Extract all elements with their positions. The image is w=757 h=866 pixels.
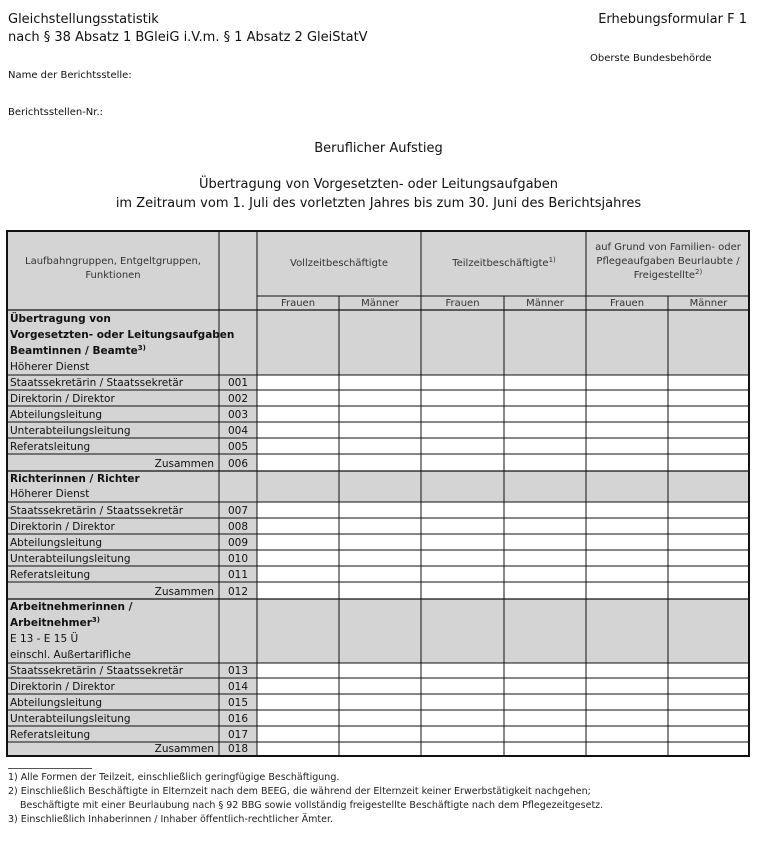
header-women: Frauen	[445, 298, 480, 309]
total-label: Zusammen	[154, 743, 214, 755]
survey-table	[6, 230, 750, 757]
header-men: Männer	[361, 298, 399, 309]
subtitle-line-1: Übertragung von Vorgesetzten- oder Leitungsaufgaben	[198, 177, 559, 192]
subtitle-line-2: im Zeitraum vom 1. Juli des vorletzten Jahres bis zum 30. Juni des Berichtsjahres	[115, 196, 642, 211]
row-code: 001	[227, 377, 249, 389]
row-code: 011	[227, 569, 249, 581]
row-code: 003	[227, 409, 249, 421]
row-code: 008	[227, 521, 249, 533]
group-subheading: Höherer Dienst	[10, 361, 90, 373]
row-code: 010	[227, 553, 249, 565]
group-heading-employees: Arbeitnehmerinnen /	[10, 601, 133, 613]
row-code: 018	[227, 743, 249, 755]
footnote-divider	[8, 768, 92, 769]
row-code: 007	[227, 505, 249, 517]
header-fulltime: Vollzeitbeschäftigte	[290, 258, 388, 269]
shaded-block-1	[7, 310, 749, 375]
group-heading-judges: Richterinnen / Richter	[10, 473, 140, 485]
form-title: Gleichstellungsstatistik	[8, 12, 159, 27]
function-label: Direktorin / Direktor	[10, 521, 115, 533]
row-code: 009	[227, 537, 249, 549]
group-heading-civil-servants: Übertragung von	[10, 313, 111, 325]
function-label: Staatssekretärin / Staatssekretär	[10, 505, 184, 517]
row-code: 004	[227, 425, 249, 437]
footnote-1: 1) Alle Formen der Teilzeit, einschließlich geringfügige Beschäftigung.	[8, 772, 340, 783]
header-men: Männer	[526, 298, 564, 309]
total-label: Zusammen	[154, 458, 214, 470]
header-women: Frauen	[280, 298, 316, 309]
group-heading-employees: Arbeitnehmer$^{3)}$	[10, 616, 100, 629]
reporting-office-name-label: Name der Berichtsstelle:	[8, 70, 132, 81]
footnote-2: 2) Einschließlich Beschäftigte in Elternzeit nach dem BEEG, die während der Elternzeit keiner Erwerbstätigkeit nachgehen;	[8, 786, 591, 797]
row-code: 005	[227, 441, 249, 453]
header-parttime: Teilzeitbeschäftigte$^{1)}$	[452, 256, 556, 269]
function-label: Unterabteilungsleitung	[10, 425, 131, 437]
function-label: Direktorin / Direktor	[10, 681, 115, 693]
function-label: Unterabteilungsleitung	[10, 713, 131, 725]
footnote-2-continued: Beschäftigte mit einer Beurlaubung nach § 92 BBG sowie vollständig freigestellte Beschäftigte nach dem Pflegezeitgesetz.	[20, 800, 604, 811]
form-number: Erhebungsformular F 1	[598, 12, 747, 27]
reporting-office-number-label: Berichtsstellen-Nr.:	[8, 107, 104, 118]
function-label: Abteilungsleitung	[10, 537, 103, 549]
header-leave: Freigestellte$^{2)}$	[633, 268, 703, 281]
row-code: 015	[227, 697, 249, 709]
function-label: Direktorin / Direktor	[10, 393, 115, 405]
total-label: Zusammen	[154, 586, 214, 598]
row-code: 014	[227, 681, 249, 693]
header-men: Männer	[689, 298, 728, 309]
function-label: Staatssekretärin / Staatssekretär	[10, 665, 184, 677]
group-subheading: E 13 - E 15 Ü	[10, 633, 79, 645]
group-subheading: einschl. Außertarifliche	[10, 649, 131, 661]
header-women: Frauen	[609, 298, 645, 309]
header-leave: auf Grund von Familien- oder	[595, 242, 741, 253]
function-label: Referatsleitung	[10, 729, 91, 741]
row-code: 013	[227, 665, 249, 677]
header-row-label: Funktionen	[85, 270, 141, 281]
form-legal-basis: nach § 38 Absatz 1 BGleiG i.V.m. § 1 Absatz 2 GleiStatV	[8, 30, 368, 45]
group-subheading: Höherer Dienst	[10, 488, 90, 500]
header-leave: Pflegeaufgaben Beurlaubte /	[596, 256, 740, 267]
section-title: Beruflicher Aufstieg	[314, 141, 443, 156]
function-label: Abteilungsleitung	[10, 409, 103, 421]
footnote-3: 3) Einschließlich Inhaberinnen / Inhaber öffentlich-rechtlicher Ämter.	[8, 814, 334, 825]
function-label: Referatsleitung	[10, 441, 91, 453]
group-heading-civil-servants: Vorgesetzten- oder Leitungsaufgaben	[10, 329, 235, 341]
row-code: 012	[227, 586, 249, 598]
group-heading-civil-servants: Beamtinnen / Beamte$^{3)}$	[10, 344, 146, 357]
function-label: Abteilungsleitung	[10, 697, 103, 709]
authority-label: Oberste Bundesbehörde	[590, 53, 712, 64]
row-code: 002	[227, 393, 249, 405]
function-label: Referatsleitung	[10, 569, 91, 581]
row-code: 006	[227, 458, 249, 470]
row-code: 017	[227, 729, 249, 741]
function-label: Unterabteilungsleitung	[10, 553, 131, 565]
header-row-label: Laufbahngruppen, Entgeltgruppen,	[25, 256, 201, 267]
function-label: Staatssekretärin / Staatssekretär	[10, 377, 184, 389]
row-code: 016	[227, 713, 249, 725]
